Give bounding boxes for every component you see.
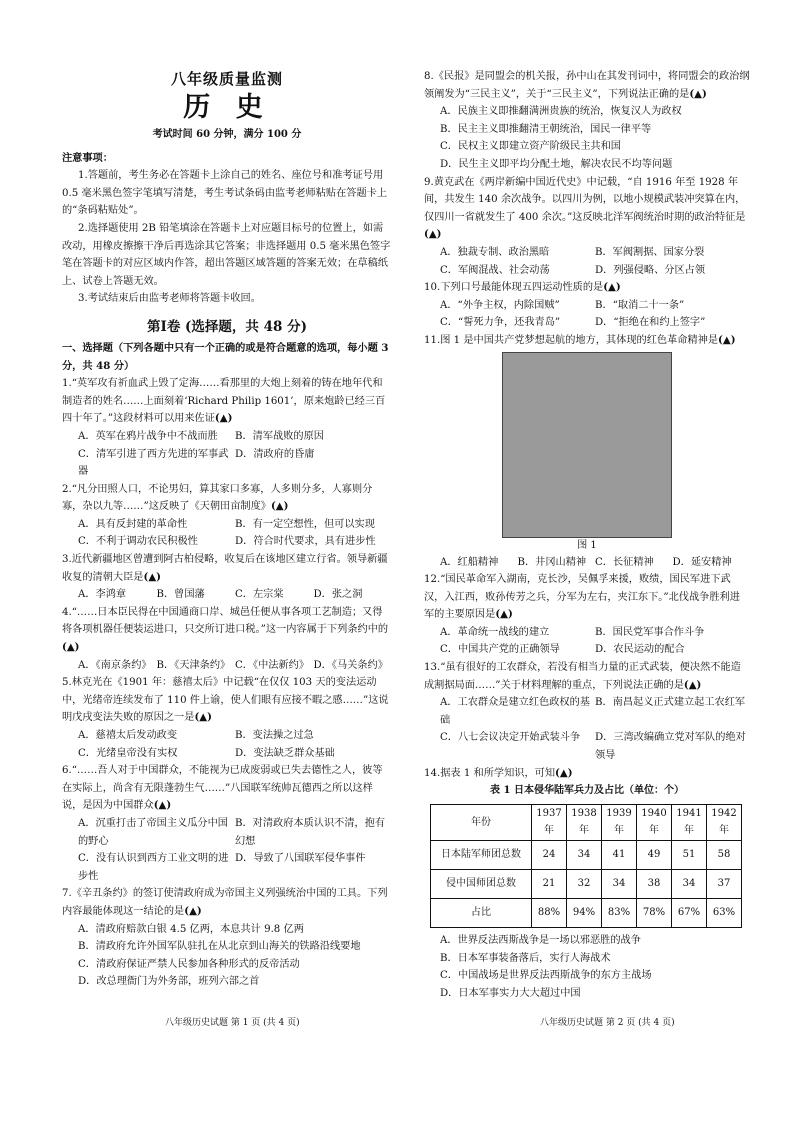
answer-marker: (▲) bbox=[270, 500, 289, 513]
option-c: C．军阀混战、社会动荡 bbox=[440, 264, 550, 276]
answer-marker: (▲) bbox=[603, 281, 621, 294]
options-row bbox=[78, 533, 392, 551]
table-cell: 37 bbox=[707, 870, 742, 899]
option-a: A．慈禧太后发动政变 bbox=[78, 730, 178, 741]
table-cell: 83% bbox=[602, 899, 637, 928]
options-row bbox=[440, 694, 750, 729]
option-c: C．“誓死力争，还我青岛” bbox=[440, 317, 561, 329]
question-stem: 6.“……吾人对于中国群众，不能视为已成废弱或已失去德性之人，彼等在实际上，尚含有无限蓬勃生气……”八国联军统帅瓦德西之所以这样说，是因为中国群众 bbox=[62, 765, 383, 812]
option-c: C．不利于调动农民积极性 bbox=[78, 536, 198, 548]
question-9 bbox=[424, 174, 750, 244]
figure-1-photo-placeholder bbox=[502, 352, 672, 538]
option-d: D．张之洞 bbox=[313, 589, 363, 601]
subject-title: 历 史 bbox=[183, 92, 271, 123]
option-c: C．中国共产党的正确领导 bbox=[440, 644, 560, 656]
table-row bbox=[431, 899, 742, 928]
option-d: D．三湾改编确立党对军队的绝对领导 bbox=[595, 732, 746, 762]
options-row bbox=[78, 657, 392, 675]
options-row bbox=[440, 297, 750, 315]
option-a: A．“外争主权，内除国贼” bbox=[440, 299, 560, 311]
option-c: C．左宗棠 bbox=[235, 589, 284, 601]
question-stem: 3.近代新疆地区曾遭到阿古柏侵略，收复后在该地区建立行省。领导新疆收复的清朝大臣是 bbox=[62, 554, 388, 583]
option-b: B．井冈山精神 bbox=[517, 556, 587, 568]
options-row bbox=[440, 624, 750, 642]
note-item: 1.答题前，考生务必在答题卡上涂自己的姓名、座位号和准考证号用 0.5 毫米黑色签字笔填写清楚，考生考试条码由监考老师粘贴在答题卡上的“条码粘贴处”。 bbox=[62, 170, 388, 217]
table-header-cell: 1939 年 bbox=[602, 804, 637, 840]
question-6 bbox=[62, 762, 392, 815]
options-row bbox=[78, 428, 392, 446]
table-header-row bbox=[431, 804, 742, 840]
option-d: D．符合时代要求，具有进步性 bbox=[235, 536, 376, 548]
table-row-label: 占比 bbox=[431, 899, 532, 928]
left-column bbox=[62, 68, 392, 991]
question-stem: 7.《辛丑条约》的签订使清政府成为帝国主义列强统治中国的工具。下列内容最能体现这一结论的是 bbox=[62, 888, 388, 917]
option-d: D．列强侵略、分区占领 bbox=[595, 264, 706, 276]
exam-title: 八年级质量监测 bbox=[170, 70, 283, 88]
option-a: A．具有反封建的革命性 bbox=[78, 518, 188, 530]
table-row bbox=[431, 841, 742, 870]
question-stem: 14.据表 1 和所学知识，可知 bbox=[424, 767, 556, 779]
options-row bbox=[440, 314, 750, 332]
option-b: B．清政府允许外国军队驻扎在从北京到山海关的铁路沿线要地 bbox=[78, 941, 361, 953]
question-stem: 4.“……日本臣民得在中国通商口岸、城邑任便从事各项工艺制造；又得将各项机器任便装运进口，只交所订进口税。”这一内容属于下列条约中的 bbox=[62, 606, 389, 636]
option-a: A．李鸿章 bbox=[78, 589, 127, 601]
question-4 bbox=[62, 604, 392, 657]
answer-marker: (▲) bbox=[683, 678, 702, 691]
option-b: B．有一定空想性，但可以实现 bbox=[235, 518, 375, 530]
option-c: C．民权主义即建立资产阶级民主共和国 bbox=[440, 141, 621, 153]
option-d: D．延安精神 bbox=[672, 556, 732, 568]
question-10 bbox=[424, 279, 750, 297]
table-header-cell: 1941 年 bbox=[672, 804, 707, 840]
option-b: B．国民党军事合作斗争 bbox=[595, 626, 705, 638]
option-c: C．《中法新约》 bbox=[235, 659, 310, 671]
right-column bbox=[424, 68, 750, 1002]
note-item: 2.选择题使用 2B 铅笔填涂在答题卡上对应题目标号的位置上，如需改动，用橡皮擦擦干净后再选涂其它答案；非选择题用 0.5 毫米黑色签字笔在答题卡的对应区域内作答，超出答题区域答题的答案无效；在草稿纸上、试卷上答题无效。 bbox=[62, 222, 391, 287]
option-c: C．光绪皇帝没有实权 bbox=[78, 747, 178, 759]
table-header-cell: 1938 年 bbox=[567, 804, 602, 840]
table-cell: 88% bbox=[532, 899, 567, 928]
table-header-cell: 1940 年 bbox=[637, 804, 672, 840]
section-title: 第Ⅰ卷 (选择题，共 48 分) bbox=[147, 318, 307, 335]
option-c: C．清军引进了西方先进的军事武器 bbox=[78, 448, 229, 478]
option-a: A．沉重打击了帝国主义瓜分中国的野心 bbox=[78, 817, 228, 847]
notes-heading: 注意事项： bbox=[62, 151, 113, 164]
option-d: D．日本军事实力大大超过中国 bbox=[440, 987, 581, 999]
question-14 bbox=[424, 765, 750, 783]
table-cell: 41 bbox=[602, 841, 637, 870]
options-row bbox=[440, 641, 750, 659]
option-d: D．清政府的昏庸 bbox=[235, 448, 315, 460]
option-a: A．英军在鸦片战争中不战而胜 bbox=[78, 430, 218, 442]
option-b: B．变法操之过急 bbox=[235, 730, 314, 741]
option-d: D．民生主义即平均分配土地，解决农民不均等问题 bbox=[440, 158, 673, 170]
question-stem: 10.下列口号最能体现五四运动性质的是 bbox=[424, 282, 604, 294]
table-cell: 34 bbox=[567, 841, 602, 870]
option-d: D．变法缺乏群众基础 bbox=[235, 747, 335, 759]
option-a: A．工农群众是建立红色政权的基础 bbox=[440, 697, 590, 726]
question-stem: 1.“英军攻有祈血武上毁了定海……看那里的大炮上刻着的铸在地年代和制造者的姓名……上面刻着‘Richard Philip 1601’，原来炮龄已经三百四十年了。”这段材料可以用来佐证 bbox=[62, 378, 386, 425]
option-a: A．民族主义即推翻满洲贵族的统治，恢复汉人为政权 bbox=[440, 106, 682, 118]
answer-marker: (▲) bbox=[495, 608, 513, 621]
option-d: D．改总理衙门为外务部，班列六部之首 bbox=[78, 976, 260, 988]
option-c: C．长征精神 bbox=[595, 556, 654, 568]
note-item: 3.考试结束后由监考老师将答题卡收回。 bbox=[78, 293, 261, 305]
table-cell: 63% bbox=[707, 899, 742, 928]
option-b: B．对清政府本质认识不清，抱有幻想 bbox=[235, 817, 386, 847]
question-stem: 9.黄克武在《两岸新编中国近代史》中记载，“自 1916 年至 1928 年间，共发生 140 余次战争。以四川为例，以地小规模武装冲突算在内，仅四川一省就发生了 400 余次。”这反映北洋军阀统治时期的政治特征是 bbox=[424, 176, 746, 223]
option-b: B．南昌起义正式建立起工农红军 bbox=[595, 697, 746, 709]
table-cell: 32 bbox=[567, 870, 602, 899]
option-d: D．导致了八国联军侵华事件 bbox=[235, 853, 366, 865]
options-row bbox=[440, 729, 750, 764]
option-a: A．《南京条约》 bbox=[78, 659, 152, 671]
option-c: C．中国战场是世界反法西斯战争的东方主战场 bbox=[440, 970, 652, 982]
table-row bbox=[431, 870, 742, 899]
table-cell: 24 bbox=[532, 841, 567, 870]
question-13 bbox=[424, 659, 750, 694]
table-cell: 78% bbox=[637, 899, 672, 928]
table-row-label: 日本陆军师团总数 bbox=[431, 841, 532, 870]
option-c: C．八七会议决定开始武装斗争 bbox=[440, 732, 581, 744]
data-table bbox=[430, 804, 742, 928]
answer-marker: (▲) bbox=[194, 711, 212, 724]
table-cell: 34 bbox=[602, 870, 637, 899]
options-row bbox=[78, 850, 392, 885]
options-row bbox=[440, 262, 750, 280]
options-row bbox=[440, 554, 750, 572]
figure-caption: 图 1 bbox=[577, 539, 597, 551]
option-d: D．《马关条约》 bbox=[313, 659, 388, 671]
question-stem: 11.图 1 是中国共产党梦想起航的地方，其体现的红色革命精神是 bbox=[424, 334, 719, 346]
section-intro: 一、选择题（下列各题中只有一个正确的或是符合题意的选项，每小题 3 分，共 48 分） bbox=[62, 341, 389, 372]
question-1 bbox=[62, 375, 392, 428]
page-footer-left: 八年级历史试题 第 1 页 (共 4 页) bbox=[165, 1018, 300, 1028]
option-a: A．世界反法西斯战争是一场以邪恶胜的战争 bbox=[440, 935, 641, 946]
table-cell: 49 bbox=[637, 841, 672, 870]
answer-marker: (▲) bbox=[62, 641, 80, 654]
options-row bbox=[78, 745, 392, 763]
options-row bbox=[78, 815, 392, 850]
question-5 bbox=[62, 674, 392, 727]
answer-marker: (▲) bbox=[153, 799, 172, 812]
question-3 bbox=[62, 551, 392, 586]
table-cell: 38 bbox=[637, 870, 672, 899]
answer-marker: (▲) bbox=[214, 412, 233, 425]
option-b: B．民主主义即推翻清王朝统治，国民一律平等 bbox=[440, 123, 652, 135]
option-a: A．革命统一战线的建立 bbox=[440, 626, 550, 638]
table-cell: 34 bbox=[672, 870, 707, 899]
option-c: C．没有认识到西方工业文明的进步性 bbox=[78, 853, 229, 882]
table-header-cell: 年份 bbox=[431, 804, 532, 840]
question-11 bbox=[424, 332, 750, 350]
option-b: B．《天津条约》 bbox=[156, 659, 231, 671]
question-stem: 5.林克光在《1901 年：慈禧太后》中记载“在仅仅 103 天的变法运动中，光绪帝连续发布了 110 件上谕，使人们眼有应接不暇之感……”这说明戊戌变法失败的原因之一是 bbox=[62, 677, 389, 724]
page-footer-right: 八年级历史试题 第 2 页 (共 4 页) bbox=[540, 1018, 675, 1028]
answer-marker: (▲) bbox=[424, 228, 442, 241]
question-stem: 13.“虽有很好的工农群众，若没有相当力量的正式武装，便决然不能造成割据局面……”关于材料理解的重点，下列说法正确的是 bbox=[424, 662, 741, 691]
options-row bbox=[78, 727, 392, 745]
question-stem: 8.《民报》是同盟会的机关报，孙中山在其发刊词中，将同盟会的政治纲领阐发为“三民主义”，关于“三民主义”，下列说法正确的是 bbox=[424, 71, 750, 100]
option-b: B．“取消二十一条” bbox=[595, 299, 685, 311]
table-cell: 94% bbox=[567, 899, 602, 928]
answer-marker: (▲) bbox=[689, 87, 707, 100]
options-row bbox=[78, 516, 392, 534]
answer-marker: (▲) bbox=[184, 904, 202, 917]
table-row-label: 侵中国师团总数 bbox=[431, 870, 532, 899]
options-row bbox=[78, 586, 392, 604]
table-header-cell: 1942 年 bbox=[707, 804, 742, 840]
option-a: A．红船精神 bbox=[440, 556, 499, 568]
question-12 bbox=[424, 571, 750, 624]
answer-marker: (▲) bbox=[555, 766, 573, 779]
question-stem: 2.“凡分田照人口，不论男妇，算其家口多寡，人多则分多，人寡则分寡，杂以九等……”这反映了《天朝田亩制度》 bbox=[62, 483, 373, 513]
answer-marker: (▲) bbox=[718, 333, 736, 346]
option-b: B．曾国藩 bbox=[156, 589, 205, 601]
table-cell: 51 bbox=[672, 841, 707, 870]
table-cell: 21 bbox=[532, 870, 567, 899]
question-8 bbox=[424, 68, 750, 103]
question-stem: 12.“国民革命军入湖南，克长沙，吴佩孚来援，败绩，国民军进下武汉，入江西，败孙传芳之兵，分军为左右，夹江东下。”北伐战争胜利进军的主要原因是 bbox=[424, 574, 740, 621]
table-cell: 67% bbox=[672, 899, 707, 928]
answer-marker: (▲) bbox=[143, 570, 161, 583]
question-2 bbox=[62, 481, 392, 516]
option-b: B．日本军事装备落后，实行人海战术 bbox=[440, 952, 611, 964]
option-c: C．清政府保证严禁人民参加各种形式的反帝活动 bbox=[78, 958, 300, 970]
option-b: B．军阀割据、国家分裂 bbox=[595, 246, 705, 258]
option-a: A．清政府赔款白银 4.5 亿两，本息共计 9.8 亿两 bbox=[78, 923, 304, 935]
table-cell: 58 bbox=[707, 841, 742, 870]
option-d: D．农民运动的配合 bbox=[595, 644, 685, 656]
options-row bbox=[78, 446, 392, 481]
options-row bbox=[440, 244, 750, 262]
table-header-cell: 1937 年 bbox=[532, 804, 567, 840]
question-7 bbox=[62, 885, 392, 920]
exam-info: 考试时间 60 分钟，满分 100 分 bbox=[152, 129, 302, 140]
option-b: B．清军战败的原因 bbox=[235, 430, 324, 442]
option-a: A．独裁专制、政治黑暗 bbox=[440, 246, 550, 258]
option-d: D．“拒绝在和约上签字” bbox=[595, 317, 706, 329]
table-caption: 表 1 日本侵华陆军兵力及占比（单位：个） bbox=[490, 785, 684, 797]
